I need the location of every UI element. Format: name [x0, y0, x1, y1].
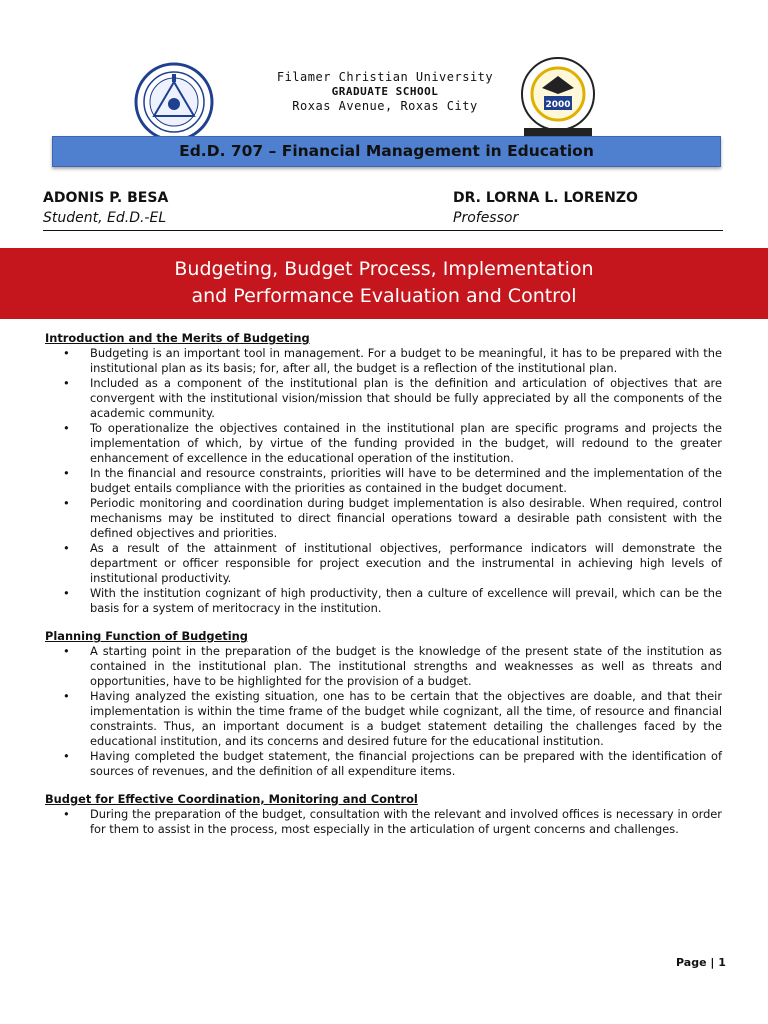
school-address: Roxas Avenue, Roxas City: [292, 99, 478, 113]
page-separator: |: [710, 956, 715, 969]
section-title: Planning Function of Budgeting: [45, 629, 248, 643]
bullet-list: [45, 807, 722, 837]
author-block: [43, 190, 723, 231]
banner-title-line-2: and Performance Evaluation and Control: [191, 285, 577, 307]
page-label: Page: [676, 956, 707, 969]
list-item: • Periodic monitoring and coordination during budget implementation is also desirable. When required, control mechanisms may be instituted to direct financial operations toward a desirable path consistent with the defined objectives and priorities.: [90, 496, 722, 541]
university-seal-logo: [134, 62, 214, 142]
list-item: • In the financial and resource constraints, priorities will have to be determined and the implementation of the budget entails compliance with the priorities as contained in the budget document.: [90, 466, 722, 496]
graduate-school-logo: [518, 54, 598, 140]
university-name: Filamer Christian University: [276, 70, 494, 84]
list-item: • Having analyzed the existing situation, one has to be certain that the objectives are doable, and that their implementation is within the time frame of the budget while cognizant, all the time, of resource and financial constraints. Thus, an important document is a budget statement detailing the challenges faced by the educational institution, and its concerns and desired future for the educational institution.: [90, 689, 722, 749]
list-item: • As a result of the attainment of institutional objectives, performance indicators will demonstrate the department or officer responsible for project execution and the instrumental in achieving high levels of institutional productivity.: [90, 541, 722, 586]
page-footer: [0, 956, 768, 976]
list-item: • Budgeting is an important tool in management. For a budget to be meaningful, it has to be prepared with the institutional plan as its basis; for, after all, the budget is a reflection of the institutional plan.: [90, 346, 722, 376]
logo-year: 2000: [545, 100, 571, 110]
page-number: [676, 956, 726, 969]
student-role: Student, Ed.D.-EL: [43, 210, 167, 226]
professor-role: Professor: [453, 210, 519, 226]
title-banner: [0, 248, 768, 319]
course-title-bar: Ed.D. 707 – Financial Management in Education: [52, 136, 721, 167]
list-item: • Having completed the budget statement, the financial projections can be prepared with the identification of sources of revenues, and the definition of all expenditure items.: [90, 749, 722, 779]
list-item: • To operationalize the objectives contained in the institutional plan are specific programs and projects the implementation of which, by virtue of the funding provided in the budget, will redound to the greater enhancement of excellence in the educational operation of the institution.: [90, 421, 722, 466]
list-item: • A starting point in the preparation of the budget is the knowledge of the present state of the institution as contained in the institutional plan. The institutional strengths and weaknesses as well as threats and opportunities, have to be highlighted for the provision of a budget.: [90, 644, 722, 689]
letterhead: [0, 62, 768, 122]
section-title: Introduction and the Merits of Budgeting: [45, 331, 310, 345]
professor-name: DR. LORNA L. LORENZO: [453, 190, 638, 206]
bullet-list: [45, 346, 722, 616]
list-item: • During the preparation of the budget, consultation with the relevant and involved offices is necessary in order for them to assist in the process, most especially in the articulation of urgent concerns and challenges.: [90, 807, 722, 837]
banner-title-line-1: Budgeting, Budget Process, Implementation: [174, 258, 594, 280]
list-item: • With the institution cognizant of high productivity, then a culture of excellence will prevail, which can be the basis for a system of meritocracy in the institution.: [90, 586, 722, 616]
student-name: ADONIS P. BESA: [43, 190, 169, 206]
document-body: [45, 331, 722, 837]
school-name: GRADUATE SCHOOL: [331, 85, 439, 98]
section-title: Budget for Effective Coordination, Monitoring and Control: [45, 792, 418, 806]
bullet-list: [45, 644, 722, 779]
page-number-value: 1: [718, 956, 726, 969]
list-item: • Included as a component of the institutional plan is the definition and articulation of objectives that are convergent with the institutional vision/mission that should be fully appreciated by all the components of the academic community.: [90, 376, 722, 421]
